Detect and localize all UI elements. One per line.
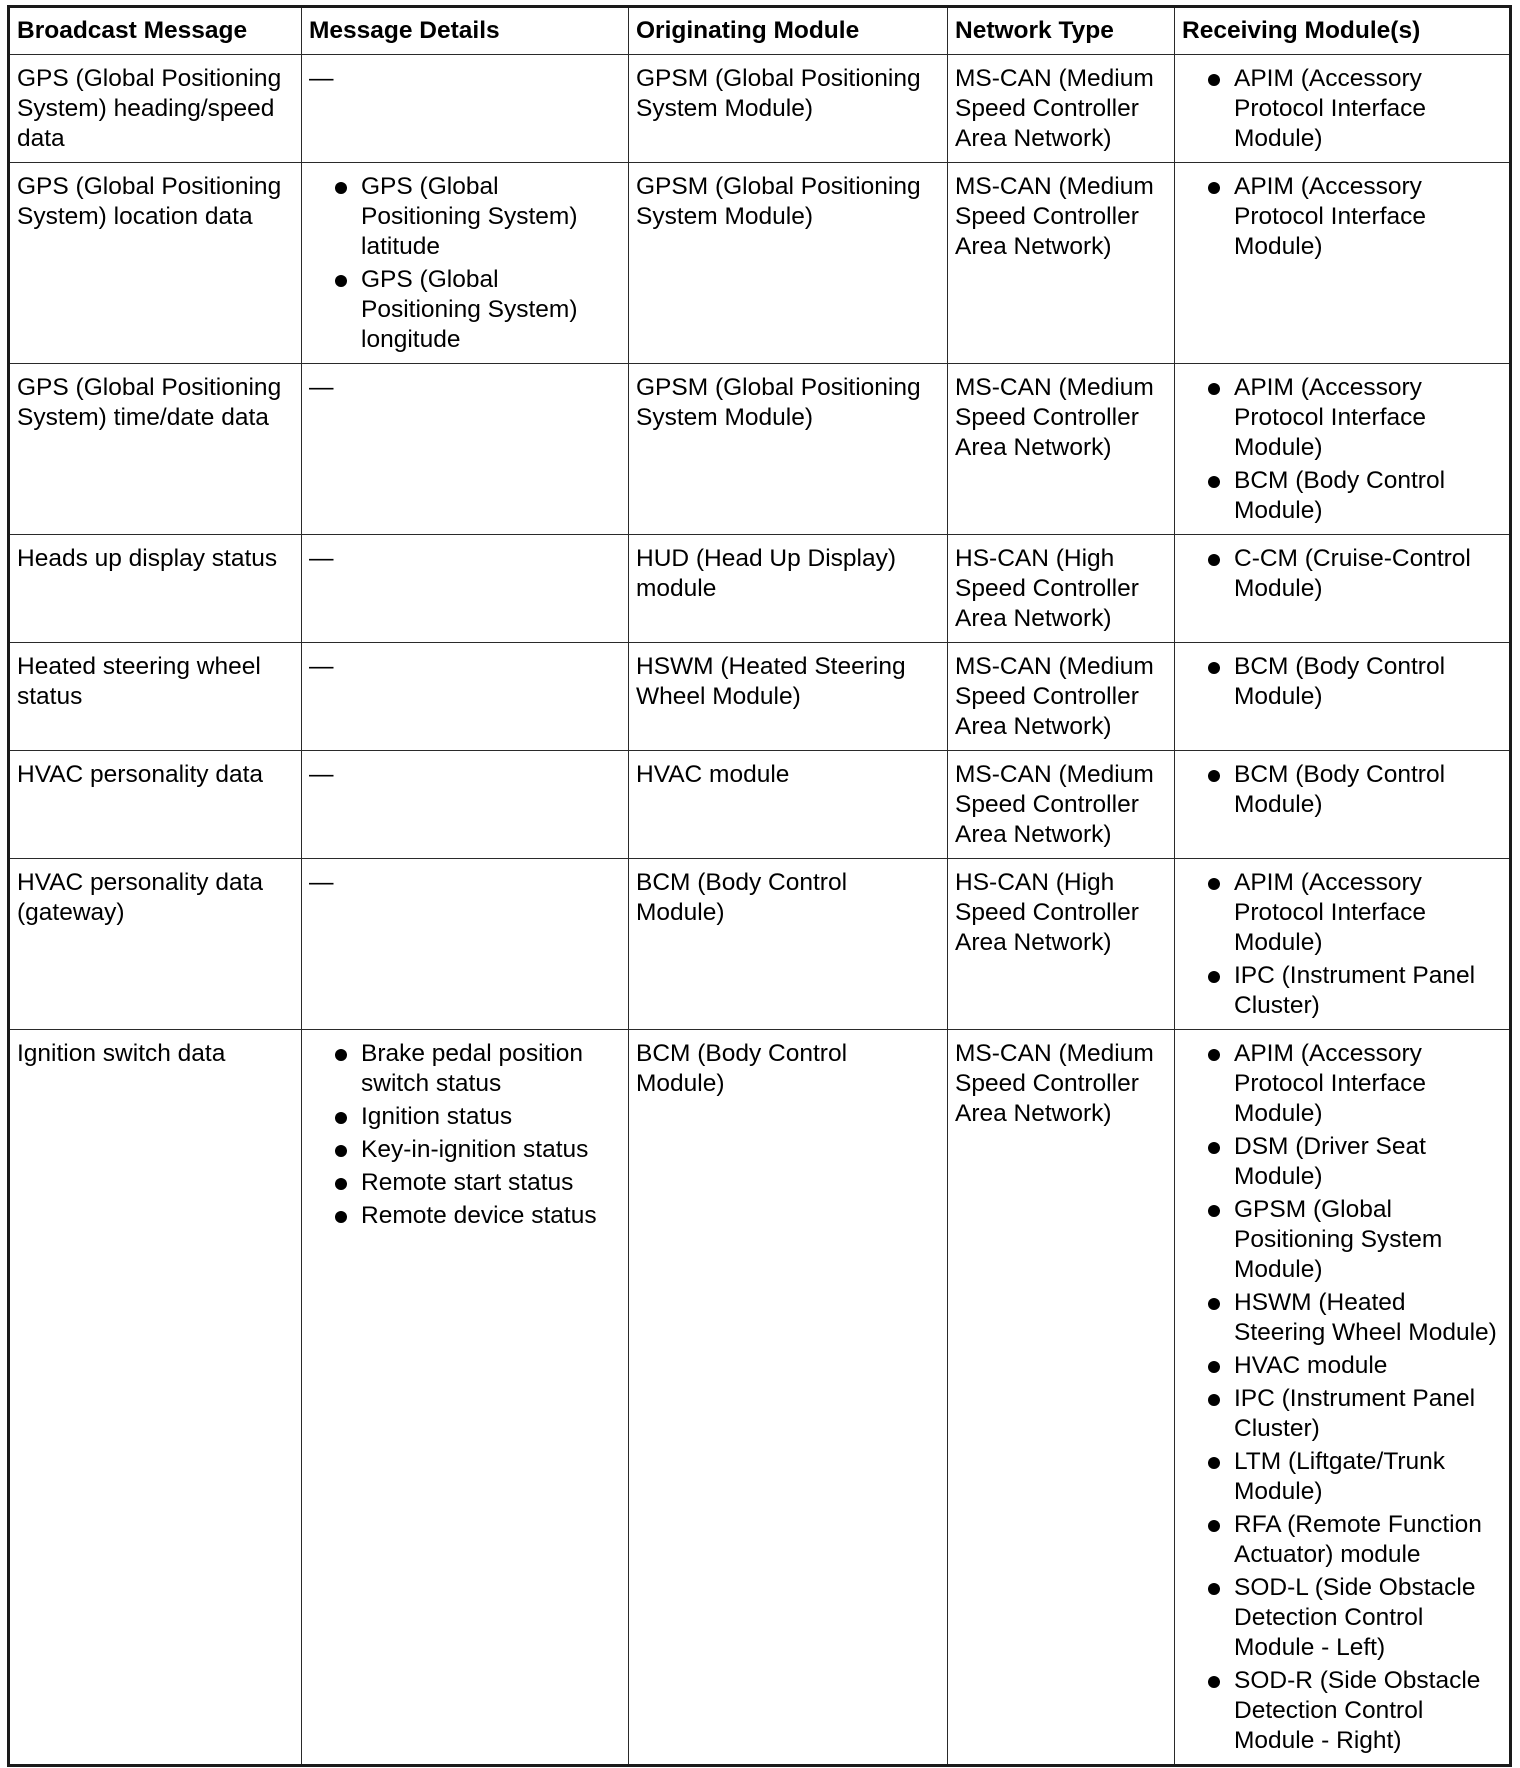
no-details-dash: — (309, 545, 334, 572)
cell-originating-module: GPSM (Global Positioning System Module) (629, 55, 948, 163)
no-details-dash: — (309, 653, 334, 680)
cell-network-type: HS-CAN (High Speed Controller Area Network) (948, 859, 1175, 1030)
receiving-module-item: IPC (Instrument Panel Cluster) (1182, 961, 1501, 1021)
cell-originating-module: GPSM (Global Positioning System Module) (629, 364, 948, 535)
receiving-module-item: HSWM (Heated Steering Wheel Module) (1182, 1288, 1501, 1348)
cell-receiving-modules (1175, 751, 1511, 859)
cell-message-details (302, 55, 629, 163)
receiving-modules-list (1182, 652, 1501, 712)
receiving-module-item: APIM (Accessory Protocol Interface Module) (1182, 1039, 1501, 1129)
detail-item: Remote device status (309, 1201, 620, 1231)
cell-network-type: MS-CAN (Medium Speed Controller Area Network) (948, 364, 1175, 535)
cell-message-details (302, 643, 629, 751)
table-body (9, 55, 1511, 1766)
receiving-modules-list (1182, 1039, 1501, 1756)
cell-network-type: MS-CAN (Medium Speed Controller Area Network) (948, 163, 1175, 364)
table-row (9, 163, 1511, 364)
header-originating-module: Originating Module (629, 7, 948, 55)
receiving-module-item: BCM (Body Control Module) (1182, 466, 1501, 526)
cell-originating-module: HSWM (Heated Steering Wheel Module) (629, 643, 948, 751)
cell-broadcast-message: Heads up display status (9, 535, 302, 643)
no-details-dash: — (309, 374, 334, 401)
cell-receiving-modules (1175, 55, 1511, 163)
table-row (9, 859, 1511, 1030)
receiving-module-item: BCM (Body Control Module) (1182, 760, 1501, 820)
cell-network-type: HS-CAN (High Speed Controller Area Network) (948, 535, 1175, 643)
cell-originating-module: BCM (Body Control Module) (629, 859, 948, 1030)
header-row (9, 7, 1511, 55)
table-row (9, 535, 1511, 643)
receiving-module-item: DSM (Driver Seat Module) (1182, 1132, 1501, 1192)
receiving-module-item: APIM (Accessory Protocol Interface Module) (1182, 172, 1501, 262)
receiving-modules-list (1182, 760, 1501, 820)
receiving-modules-list (1182, 172, 1501, 262)
receiving-modules-list (1182, 544, 1501, 604)
detail-item: GPS (Global Positioning System) longitude (309, 265, 620, 355)
cell-receiving-modules (1175, 364, 1511, 535)
cell-originating-module: GPSM (Global Positioning System Module) (629, 163, 948, 364)
receiving-module-item: APIM (Accessory Protocol Interface Module) (1182, 373, 1501, 463)
no-details-dash: — (309, 869, 334, 896)
detail-item: Remote start status (309, 1168, 620, 1198)
receiving-module-item: LTM (Liftgate/Trunk Module) (1182, 1447, 1501, 1507)
cell-receiving-modules (1175, 535, 1511, 643)
cell-message-details (302, 1030, 629, 1766)
broadcast-message-table (7, 5, 1512, 1767)
cell-broadcast-message: GPS (Global Positioning System) heading/speed data (9, 55, 302, 163)
header-receiving-modules: Receiving Module(s) (1175, 7, 1511, 55)
cell-network-type: MS-CAN (Medium Speed Controller Area Network) (948, 751, 1175, 859)
cell-message-details (302, 751, 629, 859)
cell-receiving-modules (1175, 163, 1511, 364)
message-details-list (309, 1039, 620, 1231)
cell-originating-module: HVAC module (629, 751, 948, 859)
cell-network-type: MS-CAN (Medium Speed Controller Area Network) (948, 55, 1175, 163)
message-details-list (309, 172, 620, 355)
receiving-module-item: GPSM (Global Positioning System Module) (1182, 1195, 1501, 1285)
receiving-module-item: BCM (Body Control Module) (1182, 652, 1501, 712)
receiving-module-item: SOD-L (Side Obstacle Detection Control Module - Left) (1182, 1573, 1501, 1663)
cell-network-type: MS-CAN (Medium Speed Controller Area Network) (948, 643, 1175, 751)
cell-broadcast-message: HVAC personality data (9, 751, 302, 859)
receiving-module-item: RFA (Remote Function Actuator) module (1182, 1510, 1501, 1570)
cell-broadcast-message: GPS (Global Positioning System) location data (9, 163, 302, 364)
detail-item: Brake pedal position switch status (309, 1039, 620, 1099)
table-row (9, 364, 1511, 535)
receiving-module-item: APIM (Accessory Protocol Interface Module) (1182, 868, 1501, 958)
receiving-modules-list (1182, 373, 1501, 526)
cell-message-details (302, 364, 629, 535)
cell-originating-module: HUD (Head Up Display) module (629, 535, 948, 643)
cell-message-details (302, 859, 629, 1030)
no-details-dash: — (309, 65, 334, 92)
cell-receiving-modules (1175, 643, 1511, 751)
cell-network-type: MS-CAN (Medium Speed Controller Area Network) (948, 1030, 1175, 1766)
header-network-type: Network Type (948, 7, 1175, 55)
cell-message-details (302, 163, 629, 364)
cell-broadcast-message: GPS (Global Positioning System) time/date data (9, 364, 302, 535)
detail-item: GPS (Global Positioning System) latitude (309, 172, 620, 262)
receiving-module-item: SOD-R (Side Obstacle Detection Control Module - Right) (1182, 1666, 1501, 1756)
table-row (9, 751, 1511, 859)
cell-receiving-modules (1175, 1030, 1511, 1766)
cell-message-details (302, 535, 629, 643)
receiving-module-item: APIM (Accessory Protocol Interface Module) (1182, 64, 1501, 154)
cell-broadcast-message: HVAC personality data (gateway) (9, 859, 302, 1030)
table-row (9, 643, 1511, 751)
broadcast-message-table-wrapper (7, 5, 1509, 1767)
header-message-details: Message Details (302, 7, 629, 55)
cell-receiving-modules (1175, 859, 1511, 1030)
detail-item: Key-in-ignition status (309, 1135, 620, 1165)
cell-broadcast-message: Heated steering wheel status (9, 643, 302, 751)
receiving-module-item: IPC (Instrument Panel Cluster) (1182, 1384, 1501, 1444)
table-row (9, 55, 1511, 163)
cell-originating-module: BCM (Body Control Module) (629, 1030, 948, 1766)
receiving-modules-list (1182, 868, 1501, 1021)
detail-item: Ignition status (309, 1102, 620, 1132)
receiving-modules-list (1182, 64, 1501, 154)
header-broadcast-message: Broadcast Message (9, 7, 302, 55)
cell-broadcast-message: Ignition switch data (9, 1030, 302, 1766)
receiving-module-item: C-CM (Cruise-Control Module) (1182, 544, 1501, 604)
receiving-module-item: HVAC module (1182, 1351, 1501, 1381)
no-details-dash: — (309, 761, 334, 788)
table-row (9, 1030, 1511, 1766)
